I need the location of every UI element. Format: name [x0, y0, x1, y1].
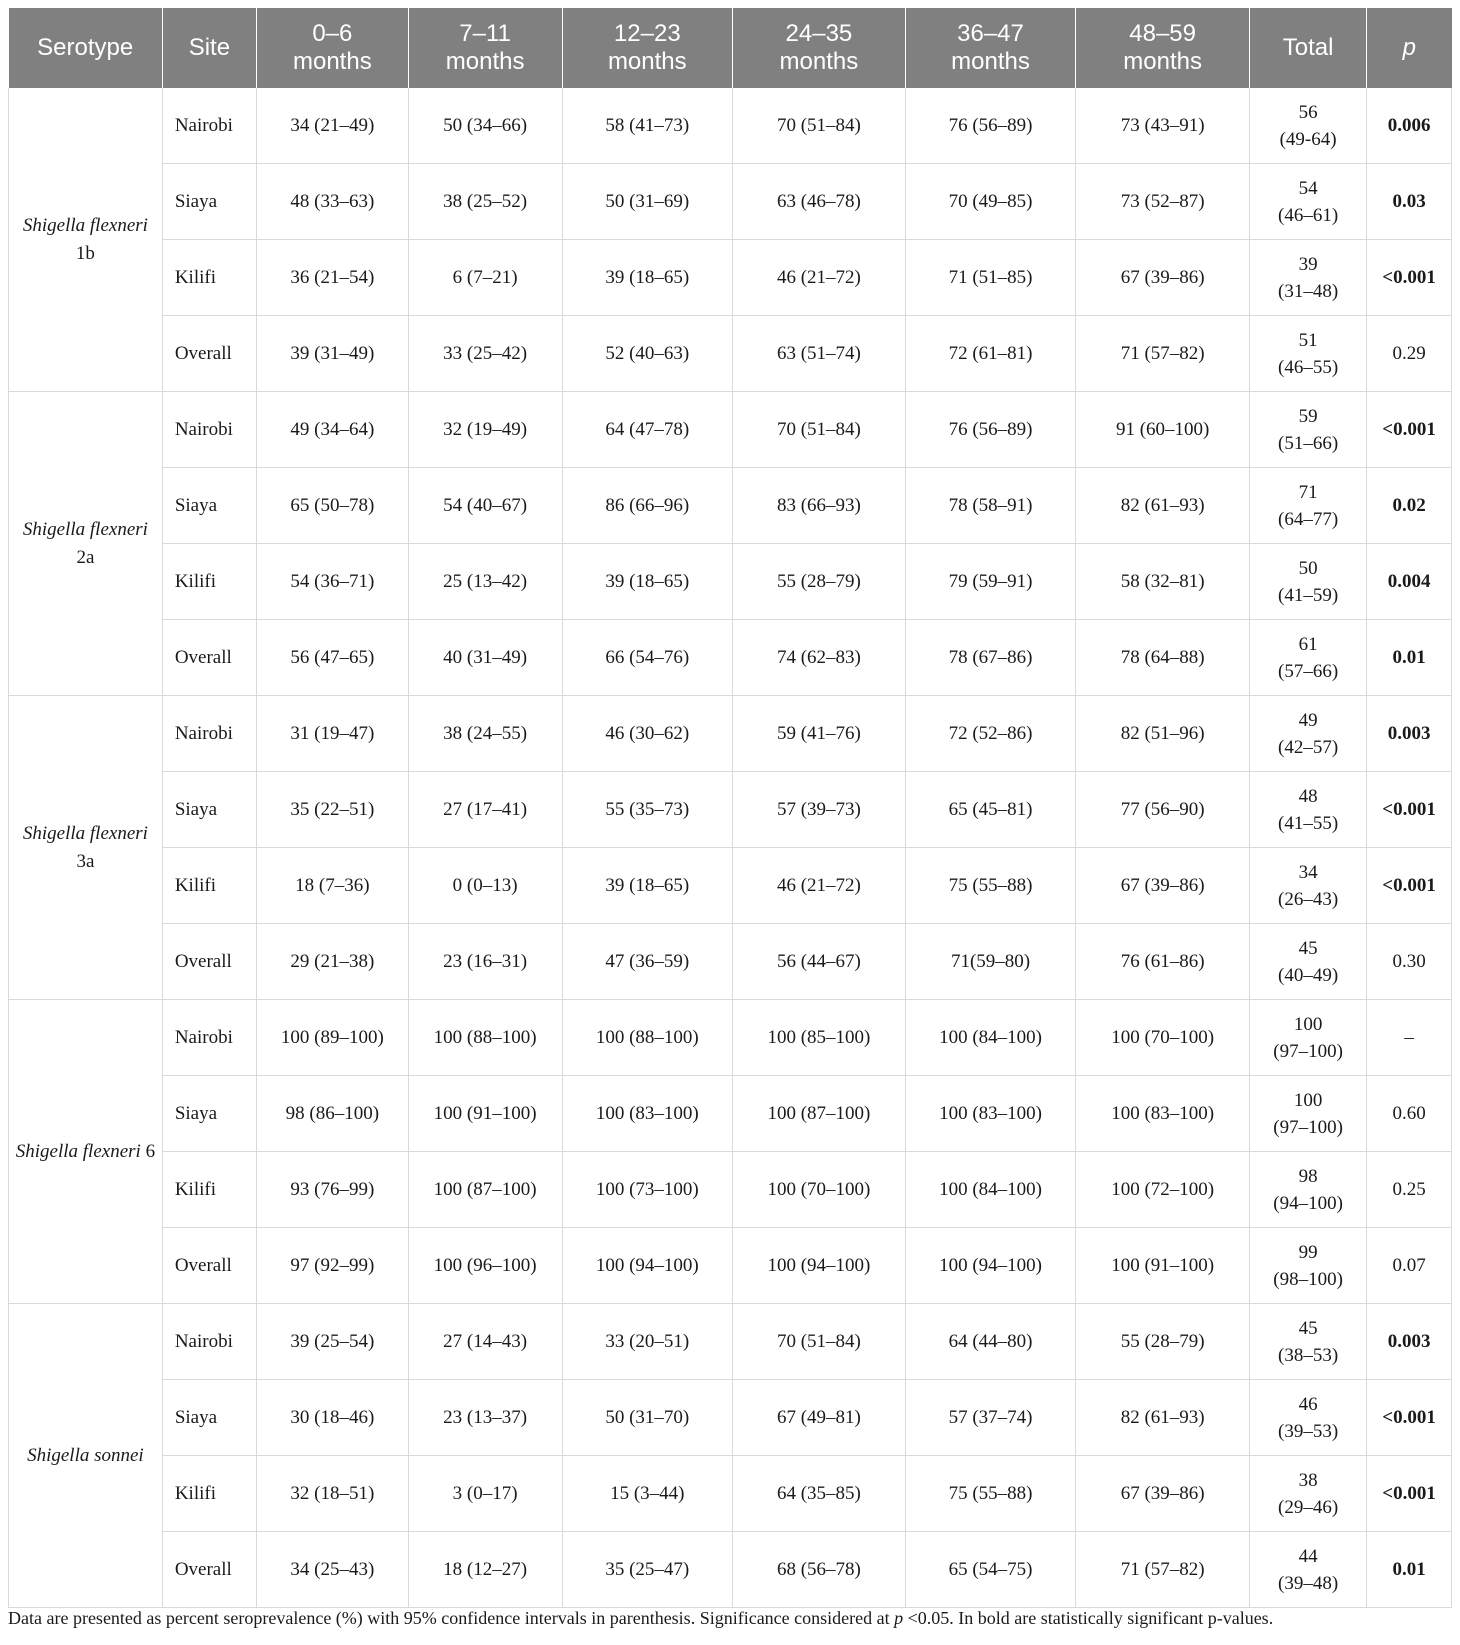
total-cell	[1250, 468, 1367, 544]
value-cell: 46 (30–62)	[562, 696, 733, 772]
value-cell: 38 (25–52)	[408, 164, 562, 240]
site-cell: Kilifi	[162, 240, 256, 316]
age-unit: months	[607, 48, 687, 75]
header-age-group	[905, 8, 1076, 88]
value-cell: 67 (39–86)	[1076, 240, 1250, 316]
total-cell	[1250, 924, 1367, 1000]
table-row	[9, 1228, 1452, 1304]
total-cell	[1250, 1076, 1367, 1152]
value-cell: 64 (44–80)	[905, 1304, 1076, 1380]
serotype-cell	[9, 696, 163, 1000]
serotype-name: Shigella sonnei	[27, 1444, 144, 1466]
total-value: 54	[1298, 177, 1318, 199]
table-row	[9, 924, 1452, 1000]
value-cell: 100 (83–100)	[905, 1076, 1076, 1152]
site-cell: Nairobi	[162, 88, 256, 164]
value-cell: 82 (61–93)	[1076, 1380, 1250, 1456]
value-cell: 34 (25–43)	[256, 1532, 408, 1608]
total-ci: (51–66)	[1278, 432, 1339, 454]
value-cell: 33 (25–42)	[408, 316, 562, 392]
table-row	[9, 392, 1452, 468]
value-cell: 33 (20–51)	[562, 1304, 733, 1380]
p-value-cell: <0.001	[1367, 392, 1452, 468]
value-cell: 76 (61–86)	[1076, 924, 1250, 1000]
header-age-group	[562, 8, 733, 88]
total-cell	[1250, 316, 1367, 392]
value-cell: 83 (66–93)	[733, 468, 906, 544]
value-cell: 64 (47–78)	[562, 392, 733, 468]
age-unit: months	[951, 48, 1030, 75]
serotype-suffix: 3a	[76, 850, 95, 872]
site-cell: Siaya	[162, 164, 256, 240]
value-cell: 71 (57–82)	[1076, 1532, 1250, 1608]
total-value: 45	[1298, 1317, 1318, 1339]
total-ci: (31–48)	[1278, 280, 1339, 302]
header-age-group	[256, 8, 408, 88]
table-row	[9, 240, 1452, 316]
value-cell: 100 (89–100)	[256, 1000, 408, 1076]
value-cell: 0 (0–13)	[408, 848, 562, 924]
table-row	[9, 1000, 1452, 1076]
header-age-group	[1076, 8, 1250, 88]
value-cell: 100 (87–100)	[408, 1152, 562, 1228]
value-cell: 56 (47–65)	[256, 620, 408, 696]
value-cell: 59 (41–76)	[733, 696, 906, 772]
value-cell: 39 (18–65)	[562, 544, 733, 620]
total-ci: (39–48)	[1278, 1572, 1339, 1594]
age-unit: months	[292, 48, 372, 75]
value-cell: 72 (61–81)	[905, 316, 1076, 392]
value-cell: 65 (54–75)	[905, 1532, 1076, 1608]
value-cell: 46 (21–72)	[733, 240, 906, 316]
total-cell	[1250, 1152, 1367, 1228]
site-cell: Nairobi	[162, 1304, 256, 1380]
value-cell: 29 (21–38)	[256, 924, 408, 1000]
value-cell: 100 (72–100)	[1076, 1152, 1250, 1228]
table-row	[9, 1456, 1452, 1532]
value-cell: 32 (19–49)	[408, 392, 562, 468]
age-range: 0–6	[312, 20, 353, 47]
serotype-suffix: 1b	[75, 242, 95, 264]
header-row	[9, 8, 1452, 88]
value-cell: 23 (13–37)	[408, 1380, 562, 1456]
p-value-cell: <0.001	[1367, 772, 1452, 848]
site-cell: Siaya	[162, 468, 256, 544]
value-cell: 79 (59–91)	[905, 544, 1076, 620]
value-cell: 93 (76–99)	[256, 1152, 408, 1228]
value-cell: 40 (31–49)	[408, 620, 562, 696]
value-cell: 100 (94–100)	[562, 1228, 733, 1304]
value-cell: 27 (14–43)	[408, 1304, 562, 1380]
value-cell: 49 (34–64)	[256, 392, 408, 468]
value-cell: 65 (50–78)	[256, 468, 408, 544]
value-cell: 78 (64–88)	[1076, 620, 1250, 696]
value-cell: 58 (41–73)	[562, 88, 733, 164]
value-cell: 27 (17–41)	[408, 772, 562, 848]
value-cell: 72 (52–86)	[905, 696, 1076, 772]
serotype-cell	[9, 88, 163, 392]
value-cell: 34 (21–49)	[256, 88, 408, 164]
serotype-suffix: 2a	[76, 546, 95, 568]
site-cell: Siaya	[162, 772, 256, 848]
value-cell: 63 (46–78)	[733, 164, 906, 240]
table-row	[9, 1380, 1452, 1456]
total-value: 49	[1298, 709, 1318, 731]
value-cell: 70 (49–85)	[905, 164, 1076, 240]
value-cell: 64 (35–85)	[733, 1456, 906, 1532]
value-cell: 91 (60–100)	[1076, 392, 1250, 468]
site-cell: Nairobi	[162, 392, 256, 468]
total-ci: (64–77)	[1278, 508, 1339, 530]
total-cell	[1250, 696, 1367, 772]
value-cell: 74 (62–83)	[733, 620, 906, 696]
table-row	[9, 1152, 1452, 1228]
value-cell: 100 (83–100)	[1076, 1076, 1250, 1152]
value-cell: 55 (35–73)	[562, 772, 733, 848]
total-cell	[1250, 240, 1367, 316]
age-range: 12–23	[613, 20, 681, 47]
total-value: 39	[1298, 253, 1318, 275]
value-cell: 31 (19–47)	[256, 696, 408, 772]
value-cell: 100 (88–100)	[562, 1000, 733, 1076]
total-cell	[1250, 544, 1367, 620]
value-cell: 68 (56–78)	[733, 1532, 906, 1608]
age-unit: months	[779, 48, 859, 75]
total-value: 59	[1298, 405, 1318, 427]
total-cell	[1250, 620, 1367, 696]
serotype-cell	[9, 1000, 163, 1304]
value-cell: 55 (28–79)	[1076, 1304, 1250, 1380]
total-cell	[1250, 1456, 1367, 1532]
total-value: 99	[1298, 1241, 1318, 1263]
footnote-text-2: <0.05. In bold are statistically significant p-values.	[903, 1608, 1274, 1628]
value-cell: 67 (39–86)	[1076, 1456, 1250, 1532]
total-cell	[1250, 164, 1367, 240]
site-cell: Kilifi	[162, 544, 256, 620]
value-cell: 100 (70–100)	[1076, 1000, 1250, 1076]
value-cell: 18 (7–36)	[256, 848, 408, 924]
age-unit: months	[1123, 48, 1202, 75]
total-cell	[1250, 1228, 1367, 1304]
header-p-value: p	[1367, 8, 1452, 88]
p-value-cell: 0.07	[1367, 1228, 1452, 1304]
total-value: 46	[1298, 1393, 1318, 1415]
total-value: 34	[1298, 861, 1318, 883]
table-row	[9, 316, 1452, 392]
value-cell: 39 (25–54)	[256, 1304, 408, 1380]
value-cell: 52 (40–63)	[562, 316, 733, 392]
value-cell: 100 (88–100)	[408, 1000, 562, 1076]
value-cell: 100 (94–100)	[905, 1228, 1076, 1304]
table-row	[9, 1532, 1452, 1608]
value-cell: 78 (67–86)	[905, 620, 1076, 696]
value-cell: 75 (55–88)	[905, 1456, 1076, 1532]
value-cell: 15 (3–44)	[562, 1456, 733, 1532]
p-value-cell: 0.30	[1367, 924, 1452, 1000]
value-cell: 100 (91–100)	[408, 1076, 562, 1152]
value-cell: 38 (24–55)	[408, 696, 562, 772]
value-cell: 30 (18–46)	[256, 1380, 408, 1456]
value-cell: 70 (51–84)	[733, 88, 906, 164]
header-site: Site	[162, 8, 256, 88]
total-value: 71	[1298, 481, 1318, 503]
age-unit: months	[445, 48, 525, 75]
total-ci: (41–55)	[1278, 812, 1339, 834]
value-cell: 100 (94–100)	[733, 1228, 906, 1304]
table-row	[9, 848, 1452, 924]
value-cell: 55 (28–79)	[733, 544, 906, 620]
serotype-name: Shigella flexneri	[15, 1140, 141, 1162]
value-cell: 82 (61–93)	[1076, 468, 1250, 544]
total-cell	[1250, 1000, 1367, 1076]
p-value-cell: 0.02	[1367, 468, 1452, 544]
table-row	[9, 164, 1452, 240]
site-cell: Nairobi	[162, 1000, 256, 1076]
value-cell: 47 (36–59)	[562, 924, 733, 1000]
table-row	[9, 544, 1452, 620]
age-range: 48–59	[1129, 20, 1197, 47]
value-cell: 100 (87–100)	[733, 1076, 906, 1152]
p-value-cell: 0.003	[1367, 696, 1452, 772]
site-cell: Overall	[162, 620, 256, 696]
p-value-cell: 0.003	[1367, 1304, 1452, 1380]
p-value-cell: 0.03	[1367, 164, 1452, 240]
value-cell: 50 (31–69)	[562, 164, 733, 240]
total-ci: (41–59)	[1278, 584, 1339, 606]
value-cell: 63 (51–74)	[733, 316, 906, 392]
value-cell: 18 (12–27)	[408, 1532, 562, 1608]
serotype-name: Shigella flexneri	[22, 518, 148, 540]
table-row	[9, 468, 1452, 544]
p-value-cell: 0.29	[1367, 316, 1452, 392]
total-value: 38	[1298, 1469, 1318, 1491]
total-cell	[1250, 88, 1367, 164]
table-header	[9, 8, 1452, 88]
seroprevalence-table	[8, 8, 1452, 1608]
table-row	[9, 772, 1452, 848]
total-ci: (39–53)	[1278, 1420, 1339, 1442]
value-cell: 97 (92–99)	[256, 1228, 408, 1304]
total-cell	[1250, 1532, 1367, 1608]
total-value: 98	[1298, 1165, 1318, 1187]
total-cell	[1250, 772, 1367, 848]
seroprevalence-table-container	[8, 8, 1452, 1608]
p-value-cell: 0.01	[1367, 620, 1452, 696]
total-cell	[1250, 848, 1367, 924]
site-cell: Nairobi	[162, 696, 256, 772]
p-value-cell: 0.004	[1367, 544, 1452, 620]
p-value-cell: –	[1367, 1000, 1452, 1076]
value-cell: 3 (0–17)	[408, 1456, 562, 1532]
table-footnote	[8, 1608, 1452, 1629]
value-cell: 54 (40–67)	[408, 468, 562, 544]
value-cell: 66 (54–76)	[562, 620, 733, 696]
serotype-cell	[9, 1304, 163, 1608]
serotype-suffix: 6	[140, 1140, 156, 1162]
total-value: 48	[1298, 785, 1318, 807]
value-cell: 70 (51–84)	[733, 392, 906, 468]
site-cell: Overall	[162, 1228, 256, 1304]
total-value: 51	[1298, 329, 1318, 351]
table-row	[9, 620, 1452, 696]
footnote-p-symbol: p	[894, 1608, 904, 1628]
p-value-cell: 0.01	[1367, 1532, 1452, 1608]
value-cell: 100 (91–100)	[1076, 1228, 1250, 1304]
total-ci: (29–46)	[1278, 1496, 1339, 1518]
value-cell: 78 (58–91)	[905, 468, 1076, 544]
total-value: 61	[1298, 633, 1318, 655]
total-ci: (40–49)	[1278, 964, 1339, 986]
value-cell: 50 (31–70)	[562, 1380, 733, 1456]
value-cell: 100 (83–100)	[562, 1076, 733, 1152]
total-value: 50	[1298, 557, 1318, 579]
value-cell: 71(59–80)	[905, 924, 1076, 1000]
total-cell	[1250, 392, 1367, 468]
value-cell: 25 (13–42)	[408, 544, 562, 620]
value-cell: 39 (31–49)	[256, 316, 408, 392]
value-cell: 67 (49–81)	[733, 1380, 906, 1456]
value-cell: 6 (7–21)	[408, 240, 562, 316]
total-ci: (97–100)	[1273, 1116, 1343, 1138]
p-value-cell: 0.25	[1367, 1152, 1452, 1228]
value-cell: 67 (39–86)	[1076, 848, 1250, 924]
value-cell: 48 (33–63)	[256, 164, 408, 240]
value-cell: 77 (56–90)	[1076, 772, 1250, 848]
p-value-cell: 0.006	[1367, 88, 1452, 164]
value-cell: 100 (73–100)	[562, 1152, 733, 1228]
serotype-name: Shigella flexneri	[22, 214, 148, 236]
p-value-cell: <0.001	[1367, 848, 1452, 924]
age-range: 24–35	[785, 20, 853, 47]
total-ci: (42–57)	[1278, 736, 1339, 758]
value-cell: 73 (43–91)	[1076, 88, 1250, 164]
header-total: Total	[1250, 8, 1367, 88]
p-value-cell: <0.001	[1367, 1380, 1452, 1456]
value-cell: 39 (18–65)	[562, 240, 733, 316]
value-cell: 71 (51–85)	[905, 240, 1076, 316]
value-cell: 46 (21–72)	[733, 848, 906, 924]
total-ci: (57–66)	[1278, 660, 1339, 682]
value-cell: 35 (22–51)	[256, 772, 408, 848]
total-ci: (46–55)	[1278, 356, 1339, 378]
value-cell: 23 (16–31)	[408, 924, 562, 1000]
value-cell: 100 (84–100)	[905, 1152, 1076, 1228]
header-age-group	[408, 8, 562, 88]
value-cell: 32 (18–51)	[256, 1456, 408, 1532]
value-cell: 82 (51–96)	[1076, 696, 1250, 772]
table-row	[9, 1076, 1452, 1152]
value-cell: 65 (45–81)	[905, 772, 1076, 848]
site-cell: Overall	[162, 924, 256, 1000]
site-cell: Overall	[162, 1532, 256, 1608]
value-cell: 76 (56–89)	[905, 392, 1076, 468]
table-row	[9, 88, 1452, 164]
total-ci: (38–53)	[1278, 1344, 1339, 1366]
total-value: 100	[1293, 1013, 1323, 1035]
value-cell: 100 (96–100)	[408, 1228, 562, 1304]
value-cell: 70 (51–84)	[733, 1304, 906, 1380]
age-range: 7–11	[459, 20, 511, 47]
total-ci: (26–43)	[1278, 888, 1339, 910]
value-cell: 57 (39–73)	[733, 772, 906, 848]
total-value: 44	[1298, 1545, 1318, 1567]
header-age-group	[733, 8, 906, 88]
site-cell: Kilifi	[162, 1152, 256, 1228]
p-value-cell: <0.001	[1367, 1456, 1452, 1532]
site-cell: Kilifi	[162, 848, 256, 924]
total-ci: (49-64)	[1279, 128, 1337, 150]
value-cell: 58 (32–81)	[1076, 544, 1250, 620]
total-ci: (46–61)	[1278, 204, 1339, 226]
total-ci: (97–100)	[1273, 1040, 1343, 1062]
value-cell: 100 (85–100)	[733, 1000, 906, 1076]
value-cell: 100 (84–100)	[905, 1000, 1076, 1076]
value-cell: 54 (36–71)	[256, 544, 408, 620]
site-cell: Kilifi	[162, 1456, 256, 1532]
value-cell: 98 (86–100)	[256, 1076, 408, 1152]
site-cell: Overall	[162, 316, 256, 392]
p-value-cell: <0.001	[1367, 240, 1452, 316]
value-cell: 57 (37–74)	[905, 1380, 1076, 1456]
total-ci: (98–100)	[1273, 1268, 1343, 1290]
header-serotype: Serotype	[9, 8, 163, 88]
site-cell: Siaya	[162, 1076, 256, 1152]
total-ci: (94–100)	[1273, 1192, 1343, 1214]
total-value: 45	[1298, 937, 1318, 959]
value-cell: 75 (55–88)	[905, 848, 1076, 924]
total-cell	[1250, 1380, 1367, 1456]
value-cell: 71 (57–82)	[1076, 316, 1250, 392]
total-value: 100	[1293, 1089, 1323, 1111]
table-body	[9, 88, 1452, 1608]
value-cell: 36 (21–54)	[256, 240, 408, 316]
serotype-name: Shigella flexneri	[22, 822, 148, 844]
value-cell: 73 (52–87)	[1076, 164, 1250, 240]
age-range: 36–47	[957, 20, 1024, 47]
serotype-cell	[9, 392, 163, 696]
value-cell: 39 (18–65)	[562, 848, 733, 924]
site-cell: Siaya	[162, 1380, 256, 1456]
value-cell: 56 (44–67)	[733, 924, 906, 1000]
p-value-cell: 0.60	[1367, 1076, 1452, 1152]
value-cell: 76 (56–89)	[905, 88, 1076, 164]
footnote-text-1: Data are presented as percent seroprevalence (%) with 95% confidence intervals in parenthesis. Significance considered at	[8, 1608, 895, 1628]
value-cell: 50 (34–66)	[408, 88, 562, 164]
total-value: 56	[1298, 101, 1318, 123]
value-cell: 35 (25–47)	[562, 1532, 733, 1608]
table-row	[9, 1304, 1452, 1380]
table-row	[9, 696, 1452, 772]
value-cell: 100 (70–100)	[733, 1152, 906, 1228]
value-cell: 86 (66–96)	[562, 468, 733, 544]
total-cell	[1250, 1304, 1367, 1380]
